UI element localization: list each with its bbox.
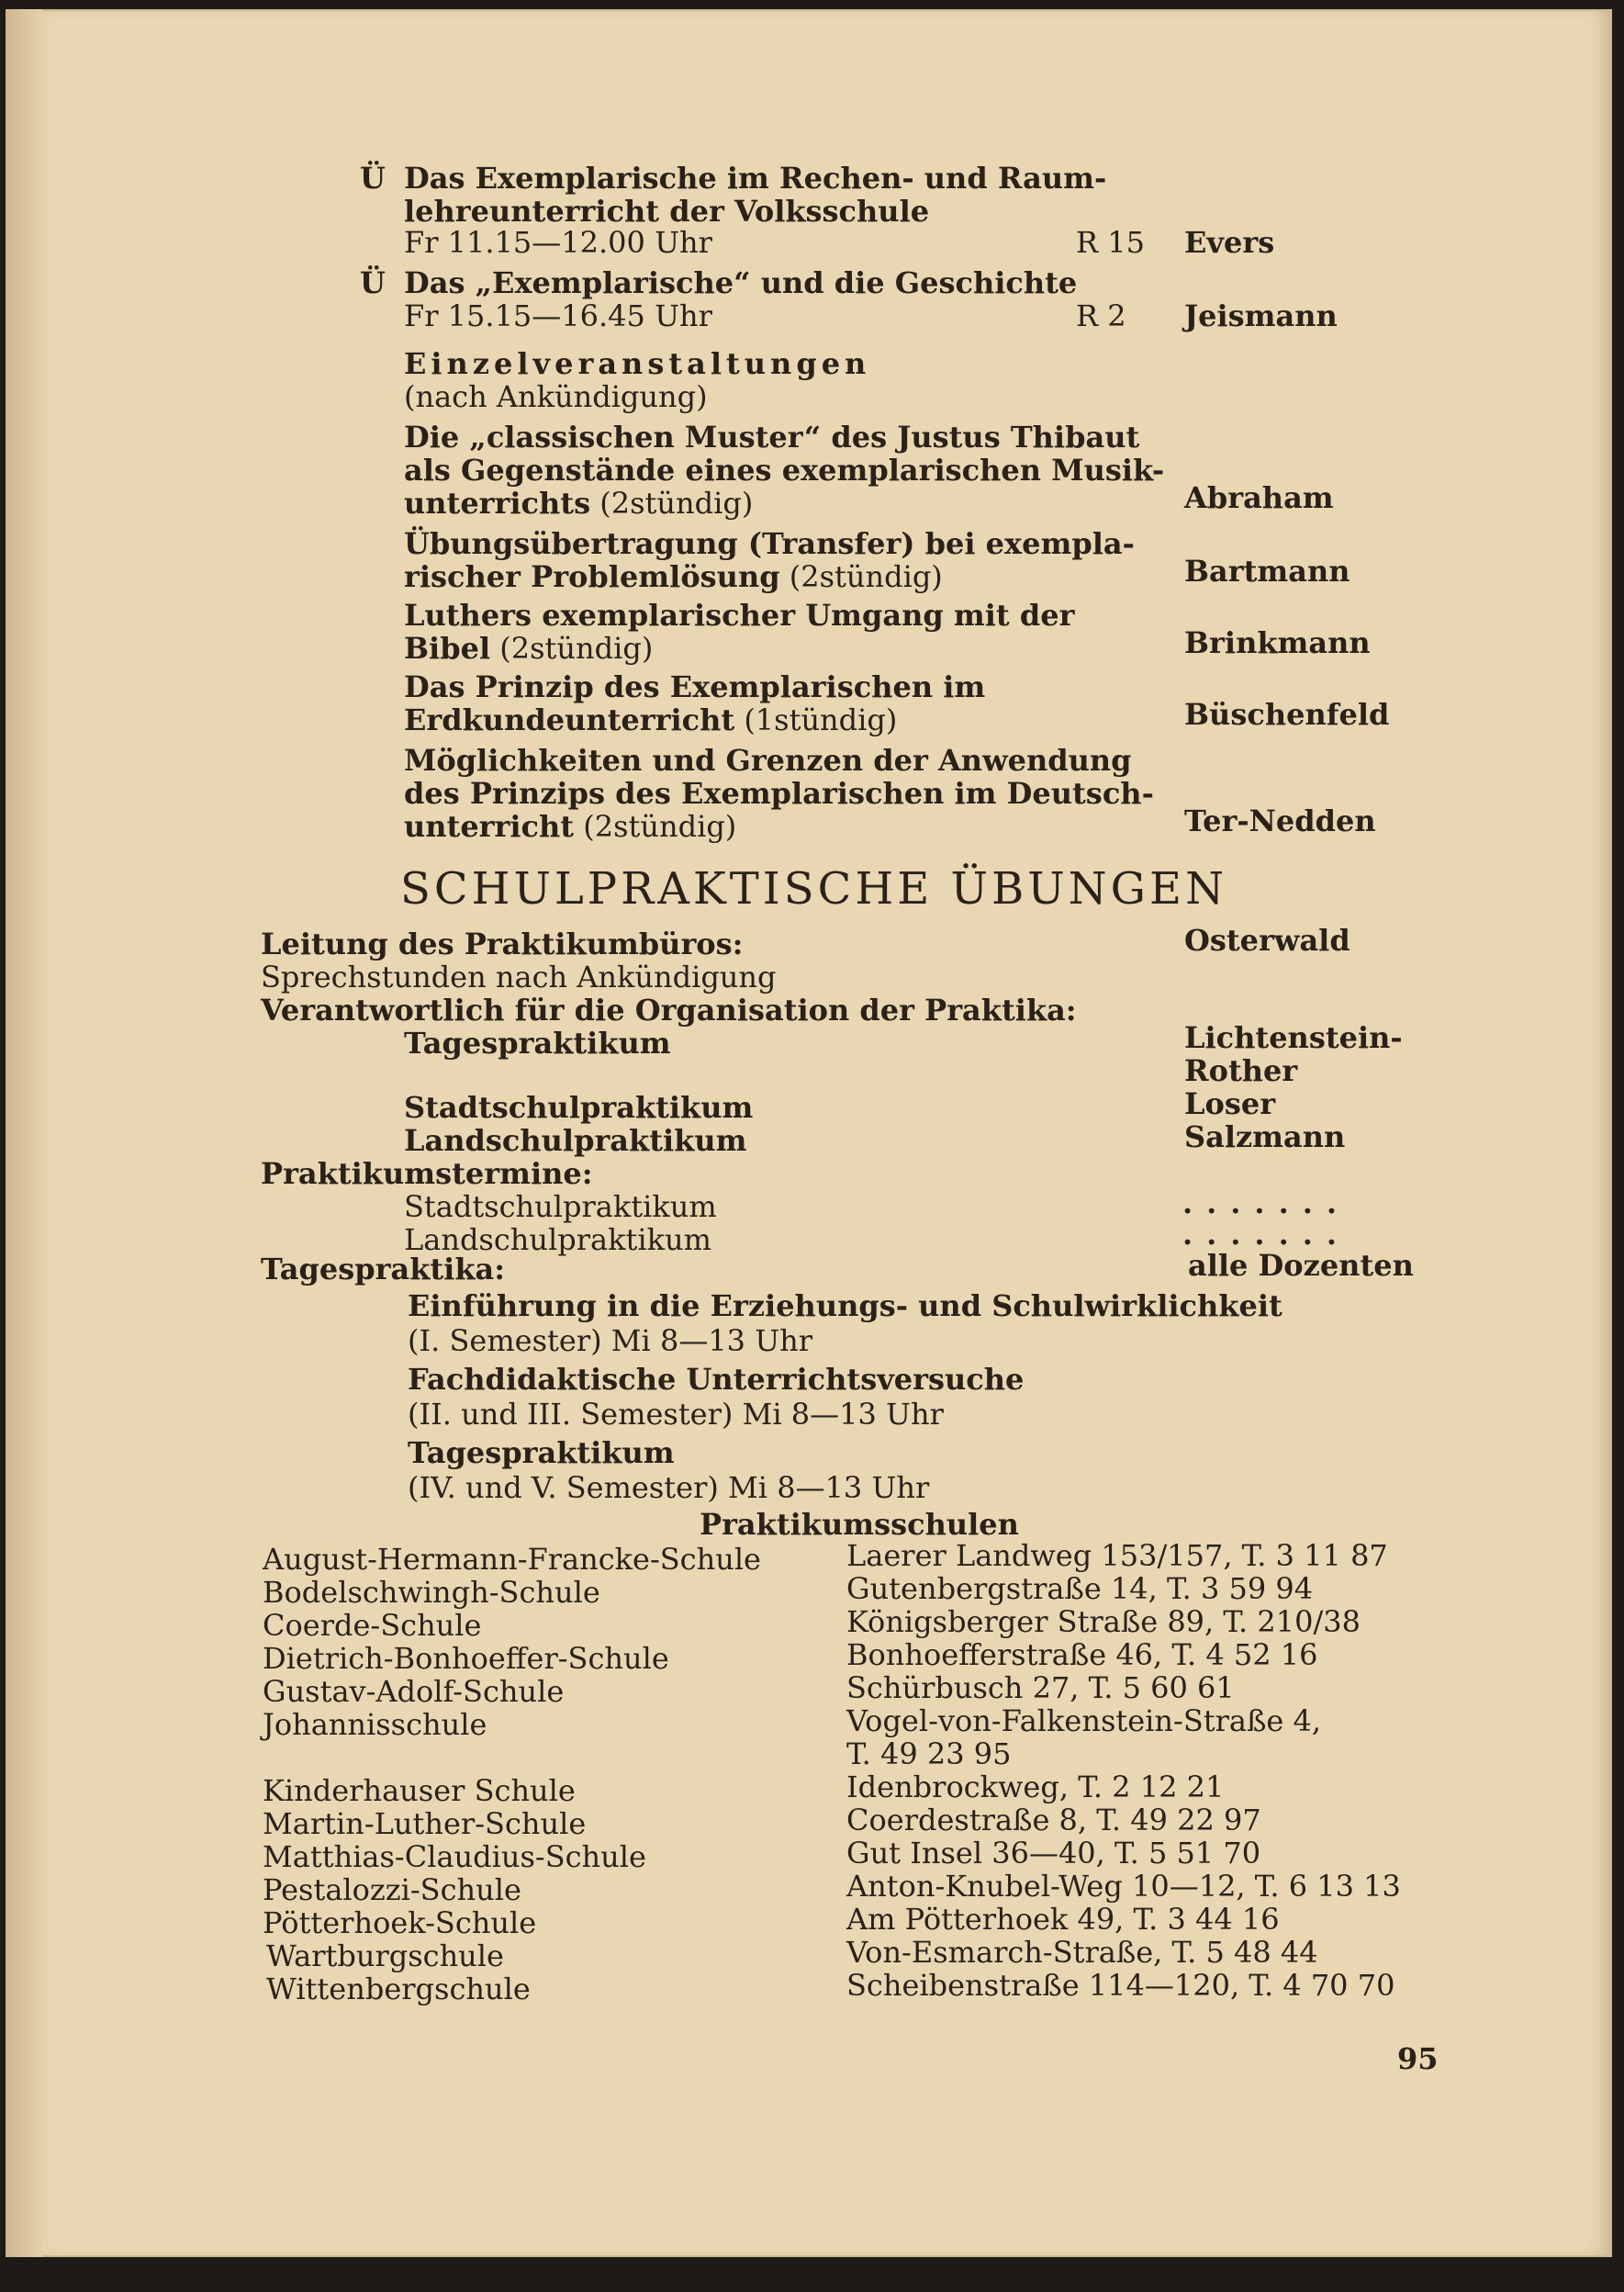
sprechstunden: Sprechstunden nach Ankündigung [261,960,777,994]
school-name: Pestalozzi-Schule [263,1872,521,1907]
school-address: Von-Esmarch-Straße, T. 5 48 44 [846,1935,1318,1970]
einzel-item-4-hours: (1stündig) [744,702,898,737]
schulen-heading: Praktikumsschulen [700,1507,1019,1542]
school-address: Am Pötterhoek 49, T. 3 44 16 [846,1902,1280,1937]
einzel-item-4-teacher: Büschenfeld [1184,697,1390,732]
course-1-room: R 15 [1076,225,1145,260]
tagespraktikum-time: (IV. und V. Semester) Mi 8—13 Uhr [408,1470,930,1505]
landschulpraktikum-name: Salzmann [1184,1119,1346,1154]
fachdidaktik-title: Fachdidaktische Unterrichtsversuche [408,1362,1025,1397]
school-address: Scheibenstraße 114—120, T. 4 70 70 [846,1968,1395,2003]
fachdidaktik-time: (II. und III. Semester) Mi 8—13 Uhr [408,1397,944,1432]
course-1-mark: Ü [360,161,386,196]
einzel-item-5-line-2: des Prinzips des Exemplarischen im Deutsch- [404,776,1154,811]
school-name: Kinderhauser Schule [263,1773,576,1808]
termine-label: Praktikumstermine: [261,1156,593,1191]
school-address: Vogel-von-Falkenstein-Straße 4, [846,1703,1321,1738]
course-2-room: R 2 [1076,298,1126,333]
einzel-item-2-line-2 [404,560,943,593]
einzel-item-2-hours: (2stündig) [789,559,943,594]
einfuehrung-time: (I. Semester) Mi 8—13 Uhr [408,1323,813,1358]
school-address: Schürbusch 27, T. 5 60 61 [846,1670,1235,1705]
course-1-time: Fr 11.15—12.00 Uhr [404,225,712,260]
course-2-title: Das „Exemplarische“ und die Geschichte [404,265,1078,300]
school-name: Wittenbergschule [266,1972,531,2006]
einzel-item-4-title-end: Erdkundeunterricht [404,702,735,737]
school-address-cont: T. 49 23 95 [846,1736,1012,1771]
landschulpraktikum-label: Landschulpraktikum [404,1123,747,1158]
school-name: Bodelschwingh-Schule [263,1575,600,1610]
school-address: Gutenbergstraße 14, T. 3 59 94 [846,1571,1314,1606]
einzel-item-1-line-1: Die „classischen Muster“ des Justus Thibaut [404,420,1140,455]
einzel-item-1-line-3 [404,487,753,520]
stadtschulpraktikum-name: Loser [1184,1086,1276,1121]
einzel-item-3-line-1: Luthers exemplarischer Umgang mit der [404,598,1075,633]
school-name: August-Hermann-Francke-Schule [263,1542,761,1577]
school-name: Wartburgschule [266,1938,504,1973]
school-address: Anton-Knubel-Weg 10—12, T. 6 13 13 [846,1869,1401,1904]
tagespraktikum-name-1: Lichtenstein- [1184,1020,1403,1055]
einzel-item-5-line-1: Möglichkeiten und Grenzen der Anwendung [404,743,1132,778]
school-name: Matthias-Claudius-Schule [263,1839,646,1874]
einzel-item-1-title-end: unterrichts [404,486,591,521]
page-gutter [6,9,42,2257]
termine-stadt: Stadtschulpraktikum [404,1189,717,1224]
tagespraktikum-title: Tagespraktikum [408,1435,675,1470]
einzel-item-2-title-end: rischer Problemlösung [404,559,780,594]
einzel-item-5-teacher: Ter-Nedden [1184,803,1376,838]
stadtschulpraktikum-label: Stadtschulpraktikum [404,1090,754,1125]
einzel-item-3-title-end: Bibel [404,631,491,666]
school-name: Martin-Luther-Schule [263,1806,587,1841]
einzel-item-2-line-1: Übungsübertragung (Transfer) bei exempla- [404,526,1135,561]
einzel-item-5-title-end: unterricht [404,809,575,844]
einzel-item-1-hours: (2stündig) [599,486,754,521]
einzel-note: (nach Ankündigung) [404,379,708,414]
tagespraktika-name: alle Dozenten [1188,1248,1414,1283]
course-2-mark: Ü [360,265,386,300]
einzel-item-5-hours: (2stündig) [583,809,737,844]
school-name: Gustav-Adolf-Schule [263,1674,565,1709]
school-address: Idenbrockweg, T. 2 12 21 [846,1770,1225,1804]
school-address: Königsberger Straße 89, T. 210/38 [846,1604,1361,1639]
einzel-item-2-teacher: Bartmann [1184,554,1350,589]
leitung-label: Leitung des Praktikumbüros: [261,927,744,961]
einzel-item-1-teacher: Abraham [1184,480,1334,515]
page-number: 95 [1397,2041,1439,2076]
school-address: Coerdestraße 8, T. 49 22 97 [846,1803,1261,1837]
course-1-title-cont: lehreunterricht der Volksschule [404,194,930,229]
school-name: Johannisschule [263,1707,487,1742]
school-name: Coerde-Schule [263,1608,482,1643]
einzel-item-4-line-2 [404,703,897,736]
tagespraktikum-label: Tagespraktikum [404,1026,671,1061]
einzel-heading: Einzelveranstaltungen [404,346,871,381]
school-address: Bonhoefferstraße 46, T. 4 52 16 [846,1637,1318,1672]
school-address: Laerer Landweg 153/157, T. 3 11 87 [846,1538,1388,1573]
einfuehrung-title: Einführung in die Erziehungs- und Schulwirklichkeit [408,1288,1282,1323]
einzel-item-3-line-2 [404,632,653,665]
verantwortlich-label: Verantwortlich für die Organisation der Praktika: [261,993,1077,1028]
einzel-item-3-hours: (2stündig) [499,631,654,666]
termine-stadt-dots: ....... [1182,1185,1350,1220]
einzel-item-3-teacher: Brinkmann [1184,625,1371,660]
course-1-title: Das Exemplarische im Rechen- und Raum- [404,161,1107,196]
einzel-item-4-line-1: Das Prinzip des Exemplarischen im [404,669,986,704]
course-2-time: Fr 15.15—16.45 Uhr [404,298,712,333]
tagespraktika-label: Tagespraktika: [261,1252,506,1286]
school-address: Gut Insel 36—40, T. 5 51 70 [846,1836,1261,1871]
course-2-teacher: Jeismann [1184,298,1338,333]
leitung-name: Osterwald [1184,923,1350,958]
einzel-item-1-line-2: als Gegenstände eines exemplarischen Musik- [404,453,1165,488]
school-name: Pötterhoek-Schule [263,1905,537,1940]
tagespraktikum-name-2: Rother [1184,1053,1298,1088]
termine-land: Landschulpraktikum [404,1222,711,1257]
course-1-teacher: Evers [1184,225,1275,260]
section-title: SCHULPRAKTISCHE ÜBUNGEN [400,863,1228,915]
school-name: Dietrich-Bonhoeffer-Schule [263,1641,669,1676]
termine-land-dots: ....... [1182,1217,1350,1252]
einzel-item-5-line-3 [404,810,736,843]
